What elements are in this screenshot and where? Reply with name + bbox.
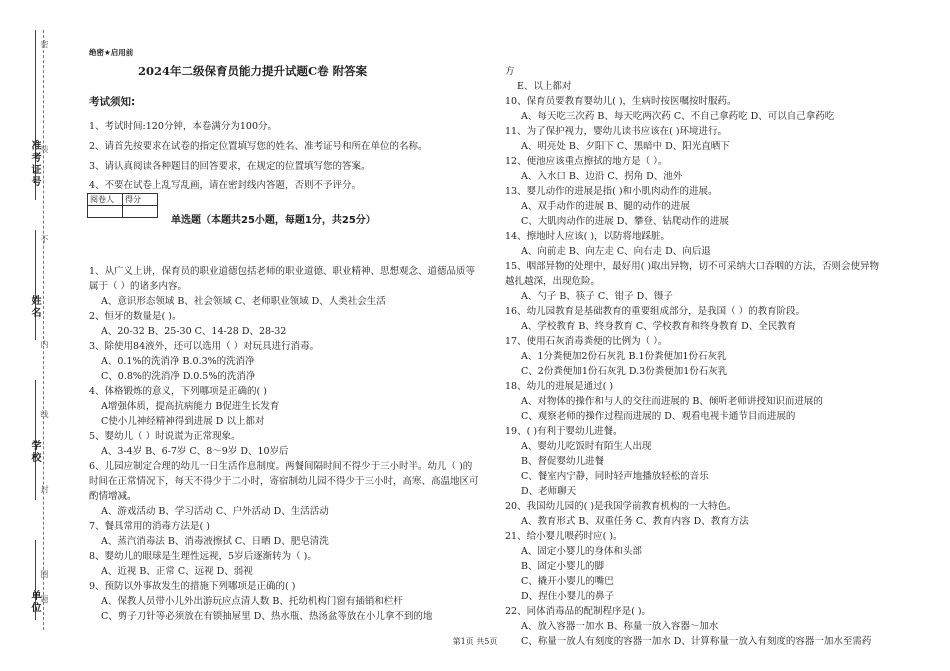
- question-line: 3、除使用84液外，还可以选用（ ）对玩具进行消毒。: [89, 341, 320, 352]
- seal-mark: 封: [40, 485, 49, 493]
- instruction-item: 1、考试时间:120分钟，本卷满分为100分。: [89, 121, 278, 132]
- question-line: 方: [505, 66, 515, 77]
- question-line: 9、预防以外事故发生的措施下列哪项是正确的( ): [89, 581, 296, 592]
- seal-mark: 密: [40, 40, 49, 48]
- seal-mark: 题: [40, 595, 49, 603]
- instructions-heading: 考试须知:: [89, 96, 136, 108]
- question-line: A、1分粪便加2份石灰乳 B.1份粪便加1份石灰乳: [521, 351, 727, 362]
- question-line: 19、( )有利于婴幼儿进餐。: [505, 426, 623, 437]
- question-line: A、0.1%的洗消净 B.0.3%的洗消净: [101, 356, 255, 367]
- question-line: 17、使用石灰消毒粪便的比例为（ ）。: [505, 336, 668, 347]
- question-line: 5、婴幼儿（ ）时说谎为正常现象。: [89, 431, 241, 442]
- question-line: A、意识形态领域 B、社会领域 C、老师职业领域 D、人类社会生活: [101, 296, 386, 307]
- page-title: 2024年二级保育员能力提升试题C卷 附答案: [138, 64, 368, 78]
- question-line: 14、擦地时人应该( )，以防将地踩脏。: [505, 231, 671, 242]
- name-underline: [35, 230, 37, 340]
- question-line: A、蒸汽消毒法 B、消毒液擦拭 C、日晒 D、肥皂清洗: [101, 536, 329, 547]
- binding-label: 姓名: [29, 295, 40, 319]
- question-line: C、2份粪便加1份石灰乳 D.3份粪便加1份石灰乳: [521, 366, 728, 377]
- question-line: 15、咽部异物的处理中，最好用( )取出异物，切不可采纳大口吞咽的方法，否则会使异物: [505, 261, 880, 272]
- question-line: 10、保育员要教育婴幼儿( )，生病时按医嘱按时服药。: [505, 96, 737, 107]
- question-line: A、每天吃三次药 B、每天吃两次药 C、不自己拿药吃 D、可以自己拿药吃: [521, 111, 835, 122]
- question-line: A、对物体的操作和与人的交往而进展的 B、倾听老师讲授知识而进展的: [521, 396, 823, 407]
- question-line: C、观察老师的操作过程而进展的 D、观看电视卡通节目而进展的: [521, 411, 796, 422]
- seal-dashed-line: [43, 30, 44, 630]
- question-line: A、保教人员带小儿外出游玩应点清人数 B、托幼机构门窗有插销和栏杆: [101, 596, 403, 607]
- question-line: 12、便池应该重点擦拭的地方是（ ）。: [505, 156, 668, 167]
- seal-mark: 线: [40, 410, 49, 418]
- question-line: 酌情增减。: [89, 491, 137, 502]
- question-line: 22、同体消毒品的配制程序是( )。: [505, 606, 652, 617]
- question-line: 8、婴幼儿的眼球是生理性远视，5岁后逐渐转为（ )。: [89, 551, 317, 562]
- question-line: 21、给小婴儿喂药时应( )。: [505, 531, 623, 542]
- score-field[interactable]: [123, 206, 158, 218]
- question-line: A增强体质，提高抗病能力 B促进生长发育: [101, 401, 280, 412]
- binding-label: 学校: [29, 440, 40, 464]
- question-line: A、学校教育 B、终身教育 C、学校教育和终身教育 D、全民教育: [521, 321, 797, 332]
- question-line: A、教育形式 B、双重任务 C、教育内容 D、教育方法: [521, 516, 749, 527]
- confidential-mark: 绝密★启用前: [89, 48, 134, 57]
- question-line: A、婴幼儿吃饭时有陌生人出现: [521, 441, 652, 452]
- question-line: A、3-4岁 B、6-7岁 C、8～9岁 D、10岁后: [101, 446, 289, 457]
- question-line: A、勺子 B、筷子 C、钳子 D、镊子: [521, 291, 673, 302]
- question-line: 1、从广义上讲，保育员的职业道德包括老师的职业道德、职业精神、思想观念、道德品质等: [89, 266, 476, 277]
- seal-mark: 圈: [40, 570, 49, 578]
- score-box: [87, 193, 158, 218]
- question-line: A、向前走 B、向左走 C、向右走 D、向后退: [521, 246, 711, 257]
- binding-label: 准考证号: [29, 140, 40, 188]
- question-line: B、固定小婴儿的脚: [521, 561, 604, 572]
- question-line: C、剪子刀针等必须放在有锁抽屉里 D、热水瓶、热汤盆等放在小儿拿不到的地: [101, 611, 433, 622]
- question-line: E、以上都对: [517, 81, 572, 92]
- question-line: 16、幼儿园教育是基础教育的重要组成部分，是我国（ ）的教育阶段。: [505, 306, 806, 317]
- question-line: A、20-32 B、25-30 C、14-28 D、28-32: [101, 326, 287, 337]
- seal-mark: 装: [40, 145, 49, 153]
- instruction-item: 2、请首先按要求在试卷的指定位置填写您的姓名、准考证号和所在单位的名称。: [89, 141, 428, 152]
- question-line: 11、为了保护视力，婴幼儿读书应该在( )环境进行。: [505, 126, 728, 137]
- section-title: 单选题（本题共25小题，每题1分，共25分）: [171, 215, 376, 226]
- question-line: A、明亮处 B、夕阳下 C、黑暗中 D、阳光直晒下: [521, 141, 730, 152]
- question-line: B、督促婴幼儿进餐: [521, 456, 604, 467]
- score-label: 得分: [123, 194, 158, 206]
- question-line: 20、我国幼儿园的( )是我国学前教育机构的一大特色。: [505, 501, 737, 512]
- question-line: A、放入容器一加水 B、称量一放入容器～加水: [521, 621, 719, 632]
- question-line: C使小儿神经精神得到进展 D 以上都对: [101, 416, 265, 427]
- question-line: C、大肌肉动作的进展 D、攀登、钻爬动作的进展: [521, 216, 729, 227]
- seal-mark: 内: [40, 340, 49, 348]
- question-line: A、固定小婴儿的身体和头部: [521, 546, 642, 557]
- reviewer-field[interactable]: [88, 206, 123, 218]
- question-line: C、0.8%的洗消净 D.0.5%的洗消净: [101, 371, 256, 382]
- question-line: C、撬开小婴儿的嘴巴: [521, 576, 614, 587]
- seal-mark: 不: [40, 235, 49, 243]
- reviewer-label: 阅卷人: [88, 194, 123, 206]
- question-line: 4、体格锻炼的意义，下列哪项是正确的( ): [89, 386, 267, 397]
- question-line: C、餐室内宁静，同时轻声地播放轻松的音乐: [521, 471, 709, 482]
- question-line: 13、婴儿动作的进展是指( )和小肌肉动作的进展。: [505, 186, 718, 197]
- question-line: 6、儿园应制定合理的幼儿一日生活作息制度。两餐间隔时间不得少于三小时半。幼儿（ )的: [89, 461, 473, 472]
- question-line: 18、幼儿的进展是通过( ): [505, 381, 614, 392]
- instruction-item: 4、不要在试卷上乱写乱画，请在密封线内答题，否则不予评分。: [89, 180, 362, 191]
- question-line: D、老师聊天: [521, 486, 577, 497]
- question-line: 2、恒牙的数量是( )。: [89, 311, 182, 322]
- instruction-item: 3、请认真阅读各种题目的回答要求，在规定的位置填写您的答案。: [89, 161, 371, 172]
- question-line: 属于（ ）的诸多内容。: [89, 281, 188, 292]
- page-footer: 第1页 共5页: [452, 637, 498, 646]
- question-line: A、双手动作的进展 B、腿的动作的进展: [521, 201, 690, 212]
- question-line: 7、餐具常用的消毒方法是( ): [89, 521, 210, 532]
- question-line: A、游戏活动 B、学习活动 C、户外活动 D、生活活动: [101, 506, 329, 517]
- question-line: C、称量一放人有刻度的容器一加水 D、计算称量一放入有刻度的容器一加水至需药: [521, 636, 872, 647]
- question-line: A、入水口 B、边沿 C、拐角 D、池外: [521, 171, 683, 182]
- question-line: A、近视 B、正常 C、远视 D、弱视: [101, 566, 253, 577]
- binding-label: 单位: [29, 590, 40, 614]
- question-line: D、捏住小婴儿的鼻子: [521, 591, 615, 602]
- question-line: 时间在正常情况下，每天不得少于二小时，寄宿制幼儿园不得少于三小时，高寒、高温地区可: [89, 476, 479, 487]
- question-line: 越扎越深，出现危险。: [505, 276, 601, 287]
